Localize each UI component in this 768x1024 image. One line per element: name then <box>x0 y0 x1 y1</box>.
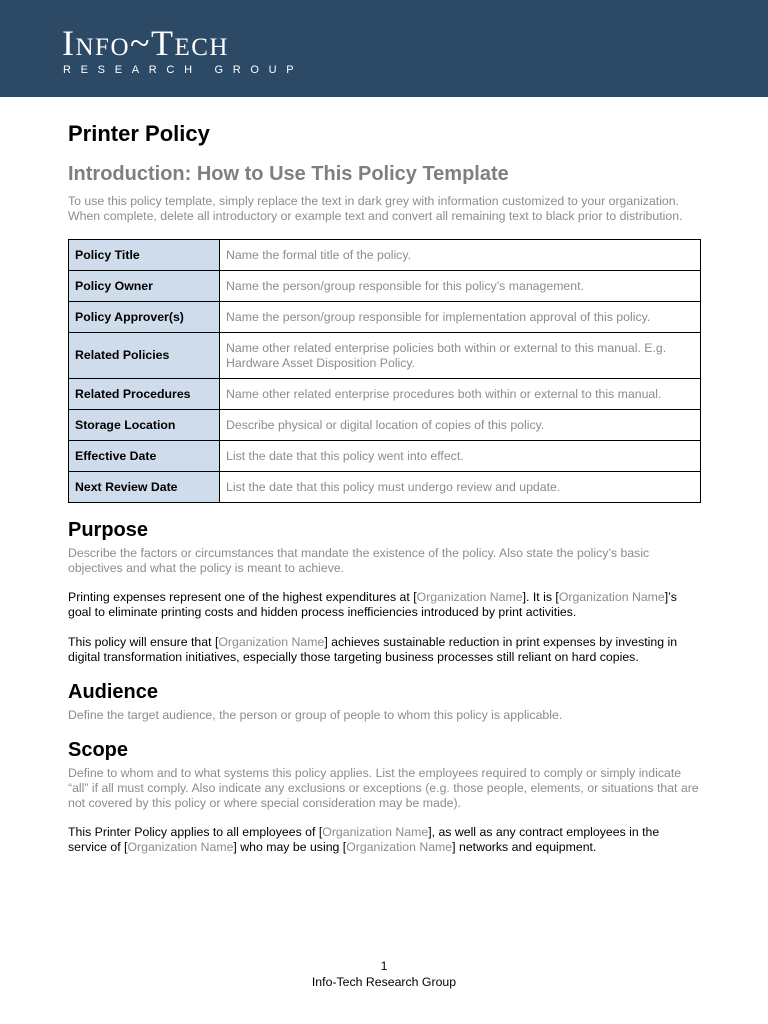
header-band <box>0 0 768 97</box>
purpose-guide: Describe the factors or circumstances that mandate the existence of the policy. Also state the policy’s basic objectives and what the policy is meant to achieve. <box>68 546 650 575</box>
org-name-placeholder: Organization Name <box>322 825 429 839</box>
table-row <box>69 441 701 472</box>
table-row <box>69 333 701 379</box>
logo-subtitle: RESEARCH GROUP <box>63 64 304 76</box>
page-number: 1 <box>380 959 388 973</box>
purpose-paragraph-2 <box>68 635 700 665</box>
text-run: This policy will ensure that [ <box>68 635 219 649</box>
logo-wordmark: Info~Tech <box>62 23 229 63</box>
table-row <box>69 271 701 302</box>
row-label: Policy Owner <box>69 271 220 302</box>
text-run: ] achieves sustainable reduction in print expenses by investing in digital transformation initiatives, especially those targeting business processes still reliant on hard copies. <box>68 635 678 664</box>
purpose-paragraph-1 <box>68 590 700 620</box>
audience-heading: Audience <box>68 681 159 703</box>
audience-guide: Define the target audience, the person or group of people to whom this policy is applicable. <box>68 708 563 722</box>
policy-info-table <box>68 239 701 503</box>
org-name-placeholder: Organization Name <box>558 590 665 604</box>
table-row <box>69 472 701 503</box>
row-label: Next Review Date <box>69 472 220 503</box>
row-label: Related Procedures <box>69 379 220 410</box>
row-label: Storage Location <box>69 410 220 441</box>
row-label: Policy Approver(s) <box>69 302 220 333</box>
table-row <box>69 379 701 410</box>
text-run: Printing expenses represent one of the highest expenditures at [ <box>68 590 417 604</box>
org-name-placeholder: Organization Name <box>127 840 234 854</box>
text-run: ] networks and equipment. <box>452 840 597 854</box>
text-run: ] who may be using [ <box>233 840 347 854</box>
row-value: List the date that this policy went into effect. <box>220 441 701 472</box>
row-value: List the date that this policy must undergo review and update. <box>220 472 701 503</box>
row-value: Name the person/group responsible for this policy’s management. <box>220 271 701 302</box>
footer-org-name: Info-Tech Research Group <box>311 975 457 989</box>
row-value: Name the person/group responsible for implementation approval of this policy. <box>220 302 701 333</box>
table-row <box>69 240 701 271</box>
row-value: Describe physical or digital location of copies of this policy. <box>220 410 701 441</box>
text-run: ], as well as any contract employees in the service of [ <box>68 825 660 854</box>
org-name-placeholder: Organization Name <box>218 635 325 649</box>
row-value: Name other related enterprise procedures both within or external to this manual. <box>220 379 701 410</box>
scope-paragraph <box>68 825 700 855</box>
scope-heading: Scope <box>68 739 129 761</box>
intro-heading: Introduction: How to Use This Policy Template <box>68 163 509 185</box>
text-run: ]’s goal to eliminate printing costs and hidden process inefficiencies introduced by print activities. <box>68 590 677 619</box>
org-name-placeholder: Organization Name <box>416 590 523 604</box>
text-run: This Printer Policy applies to all employees of [ <box>68 825 323 839</box>
org-name-placeholder: Organization Name <box>346 840 453 854</box>
table-row <box>69 302 701 333</box>
table-row <box>69 410 701 441</box>
page-title: Printer Policy <box>68 121 210 146</box>
purpose-heading: Purpose <box>68 519 149 541</box>
row-value: Name other related enterprise policies both within or external to this manual. E.g. Hardware Asset Disposition Policy. <box>220 333 701 379</box>
row-label: Policy Title <box>69 240 220 271</box>
row-label: Related Policies <box>69 333 220 379</box>
row-label: Effective Date <box>69 441 220 472</box>
text-run: ]. It is [ <box>522 590 559 604</box>
intro-text: To use this policy template, simply replace the text in dark grey with information customized to your organization. When complete, delete all introductory or example text and convert all remaining text to black prior to distribution. <box>68 194 683 223</box>
row-value: Name the formal title of the policy. <box>220 240 701 271</box>
scope-guide: Define to whom and to what systems this policy applies. List the employees required to comply or simply indicate “all” if all must comply. Also indicate any exclusions or exceptions (e.g. those people, elements, or situations that are not covered by this policy or where special consideration may be made). <box>68 766 699 810</box>
